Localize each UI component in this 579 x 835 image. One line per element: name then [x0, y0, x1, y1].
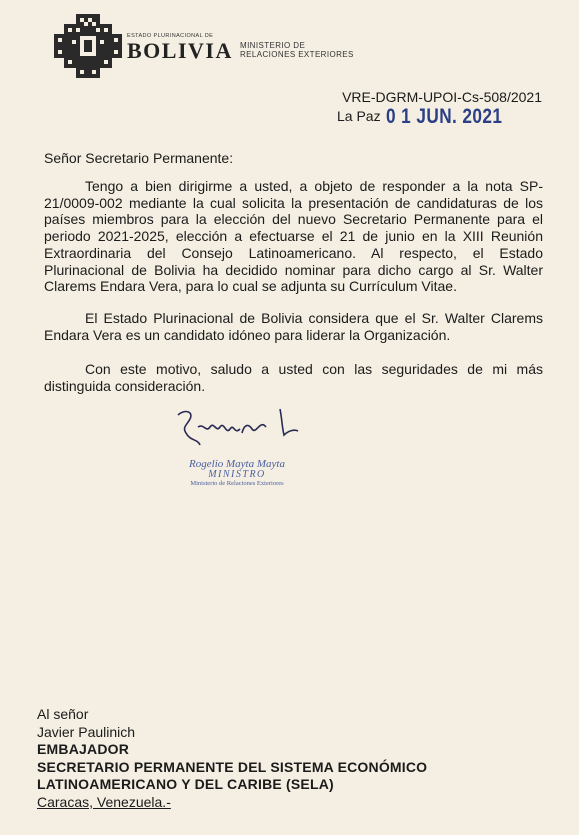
- addressee-line-1: Al señor: [37, 706, 89, 722]
- stamp-role: MINISTRO: [208, 469, 266, 480]
- ministry-line-2: RELACIONES EXTERIORES: [240, 50, 354, 59]
- handwritten-signature: [170, 405, 310, 451]
- addressee-line-6: Caracas, Venezuela.-: [37, 793, 171, 810]
- addressee-line-4: SECRETARIO PERMANENTE DEL SISTEMA ECONÓMICO: [37, 758, 428, 775]
- ministry-label: [240, 41, 354, 59]
- paragraph-2: El Estado Plurinacional de Bolivia considera que el Sr. Walter Clarems Endara Vera es un candidato idóneo para liderar la Organización.: [44, 310, 543, 343]
- ministry-line-1: MINISTERIO DE: [240, 41, 306, 50]
- reference-number: VRE-DGRM-UPOI-Cs-508/2021: [342, 89, 542, 105]
- minister-stamp: [167, 458, 307, 487]
- place-label: La Paz: [337, 108, 381, 124]
- paragraph-1: Tengo a bien dirigirme a usted, a objeto de responder a la nota SP-21/0009-002 mediante la cual solicita la presentación de candidaturas de los países miembros para la elección del nuevo Secretario Permanente para el periodo 2021-2025, elección a efectuarse el 21 de junio en la XIII Reunión Extraordinaria del Consejo Latinoamericano. Al respecto, el Estado Plurinacional de Bolivia ha decidido nominar para dicho cargo al Sr. Walter Clarems Endara Vera, para lo cual se adjunta su Currículum Vitae.: [44, 178, 543, 295]
- date-stamp: 0 1 JUN. 2021: [386, 105, 503, 128]
- salutation: Señor Secretario Permanente:: [44, 150, 234, 166]
- addressee-line-5: LATINOAMERICANO Y DEL CARIBE (SELA): [37, 776, 334, 793]
- stamp-org: Ministerio de Relaciones Exteriores: [190, 480, 284, 487]
- addressee-block: [37, 706, 427, 812]
- addressee-line-3: EMBAJADOR: [37, 741, 130, 758]
- chakana-emblem-icon: [54, 14, 122, 78]
- paragraph-3: Con este motivo, saludo a usted con las seguridades de mi más distinguida consideración.: [44, 361, 543, 394]
- addressee-line-2: Javier Paulinich: [37, 723, 136, 740]
- letterhead: [54, 14, 384, 78]
- state-brand: [127, 33, 233, 64]
- state-small-label: ESTADO PLURINACIONAL DE: [127, 33, 214, 39]
- state-name: BOLIVIA: [127, 38, 233, 63]
- stamp-name: Rogelio Mayta Mayta: [189, 458, 285, 470]
